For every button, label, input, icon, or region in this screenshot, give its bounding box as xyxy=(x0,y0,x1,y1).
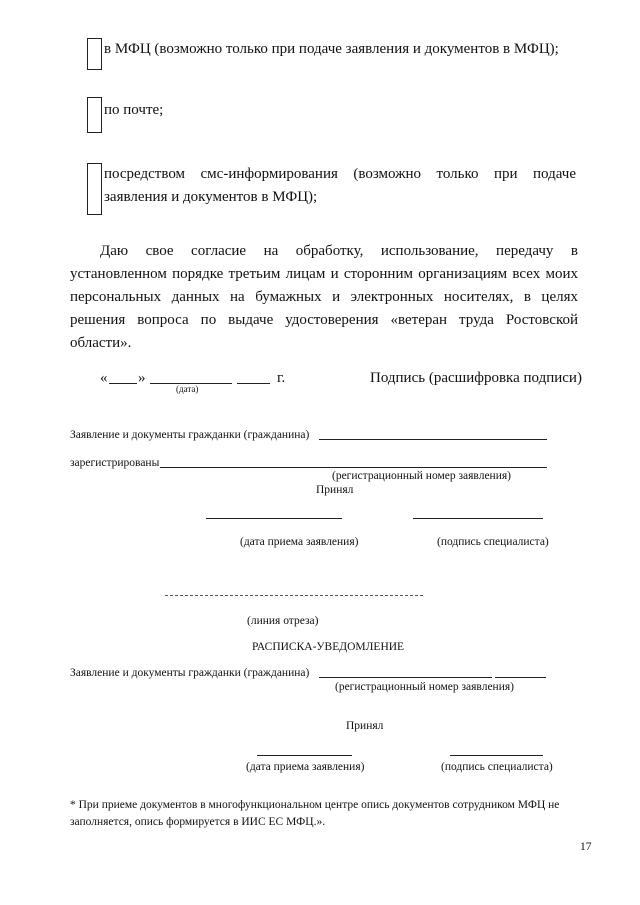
receipt-sign-line[interactable] xyxy=(450,755,543,756)
docs-label: Заявление и документы гражданки (гражданина) xyxy=(70,429,310,441)
accept-date-line[interactable] xyxy=(206,518,342,519)
accept-date-caption: (дата приема заявления) xyxy=(240,536,359,548)
cut-line xyxy=(165,595,423,596)
option-post-label: по почте; xyxy=(104,102,164,118)
date-day-line[interactable] xyxy=(109,383,137,384)
option-mfc-label: в МФЦ (возможно только при подаче заявления и документов в МФЦ); xyxy=(104,41,559,57)
receipt-number-line[interactable] xyxy=(495,677,546,678)
docs-name-line[interactable] xyxy=(319,439,547,440)
page-number: 17 xyxy=(580,841,592,853)
date-caption: (дата) xyxy=(176,384,199,394)
option-mfc-checkbox[interactable] xyxy=(87,38,102,70)
cut-caption: (линия отреза) xyxy=(247,615,319,627)
specialist-sign-line[interactable] xyxy=(413,518,543,519)
date-year-line[interactable] xyxy=(237,383,270,384)
receipt-reg-number-caption: (регистрационный номер заявления) xyxy=(335,681,514,693)
specialist-caption: (подпись специалиста) xyxy=(437,536,549,548)
footnote: * При приеме документов в многофункциональном центре опись документов сотрудником МФЦ не заполняется, опись формируется в ИИС ЕС МФЦ.». xyxy=(70,799,560,828)
receipt-name-line[interactable] xyxy=(319,677,492,678)
option-sms-label: посредством смс-информирования (возможно только при подаче заявления и документов в МФЦ); xyxy=(104,166,576,205)
receipt-title: РАСПИСКА-УВЕДОМЛЕНИЕ xyxy=(252,641,405,653)
reg-number-caption: (регистрационный номер заявления) xyxy=(332,470,511,482)
consent-paragraph: Даю свое согласие на обработку, использование, передачу в установленном порядке третьим лицам и сторонним организациям всех моих персональных данных на бумажных и электронных носителях, в целях решения вопроса по выдаче удостоверения «ветеран труда Ростовской области». xyxy=(70,243,578,351)
date-open-quote: « xyxy=(100,370,108,386)
option-post-checkbox[interactable] xyxy=(87,97,102,133)
date-year-suffix: г. xyxy=(277,370,286,386)
date-close-quote: » xyxy=(138,370,146,386)
accepted-label: Принял xyxy=(316,484,354,496)
reg-number-line[interactable] xyxy=(160,467,547,468)
receipt-specialist-caption: (подпись специалиста) xyxy=(441,761,553,773)
signature-label: Подпись (расшифровка подписи) xyxy=(370,370,582,386)
registered-label: зарегистрированы xyxy=(70,457,160,469)
option-sms-checkbox[interactable] xyxy=(87,163,102,215)
receipt-accepted-label: Принял xyxy=(346,720,384,732)
receipt-date-line[interactable] xyxy=(257,755,352,756)
receipt-date-caption: (дата приема заявления) xyxy=(246,761,365,773)
receipt-docs-label: Заявление и документы гражданки (гражданина) xyxy=(70,667,310,679)
